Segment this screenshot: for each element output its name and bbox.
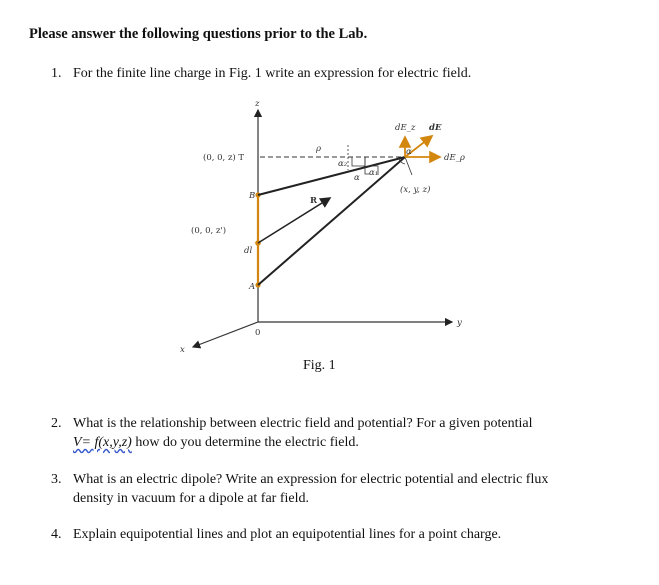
dE-label: dE	[429, 123, 442, 133]
vector-R	[258, 198, 330, 243]
point-A-label: A	[249, 282, 256, 292]
z-axis-label: z	[255, 99, 260, 109]
question-text: Explain equipotential lines and plot an equipotential lines for a point charge.	[73, 527, 502, 542]
figure-1-diagram	[0, 90, 659, 360]
alpha1-label: α₁	[369, 168, 379, 178]
x-axis-label: x	[180, 345, 185, 355]
question-number: 4.	[51, 527, 62, 542]
question-text: For the finite line charge in Fig. 1 write an expression for electric field.	[73, 66, 472, 81]
question-line: density in vacuum for a dipole at far field.	[73, 491, 309, 506]
R-label: R	[310, 196, 318, 206]
top-alpha-label: α	[406, 147, 412, 157]
point-z-prime-label: (0, 0, z')	[191, 226, 227, 236]
rho-label: ρ	[316, 144, 321, 154]
question-number: 2.	[51, 416, 62, 431]
field-point-label: (x, y, z)	[400, 185, 431, 195]
y-axis-label: y	[457, 318, 462, 328]
question-number: 1.	[51, 66, 62, 81]
point-T-label: (0, 0, z) T	[203, 153, 245, 163]
question-line: What is an electric dipole? Write an expression for electric potential and electric flux	[73, 472, 549, 487]
alpha2-box	[352, 157, 365, 166]
dEz-label: dE_z	[395, 123, 416, 133]
question-line	[73, 433, 533, 452]
origin-label: 0	[255, 328, 261, 338]
figure-caption: Fig. 1	[303, 358, 336, 373]
question-number: 3.	[51, 472, 62, 487]
question-line: What is the relationship between electric field and potential? For a given potential	[73, 416, 533, 431]
alpha2-label: α₂	[338, 159, 348, 169]
question-text	[73, 470, 548, 508]
x-axis	[193, 322, 261, 347]
dErho-label: dE_ρ	[444, 153, 465, 163]
question-text	[73, 414, 533, 452]
page-heading: Please answer the following questions prior to the Lab.	[29, 26, 368, 42]
alpha-label: α	[354, 173, 360, 183]
position-line	[405, 157, 412, 175]
dl-label: dl	[244, 246, 253, 256]
question-line-rest: how do you determine the electric field.	[131, 435, 359, 450]
point-B-label: B	[249, 191, 256, 201]
potential-function: V= f(x,y,z)	[73, 435, 132, 450]
